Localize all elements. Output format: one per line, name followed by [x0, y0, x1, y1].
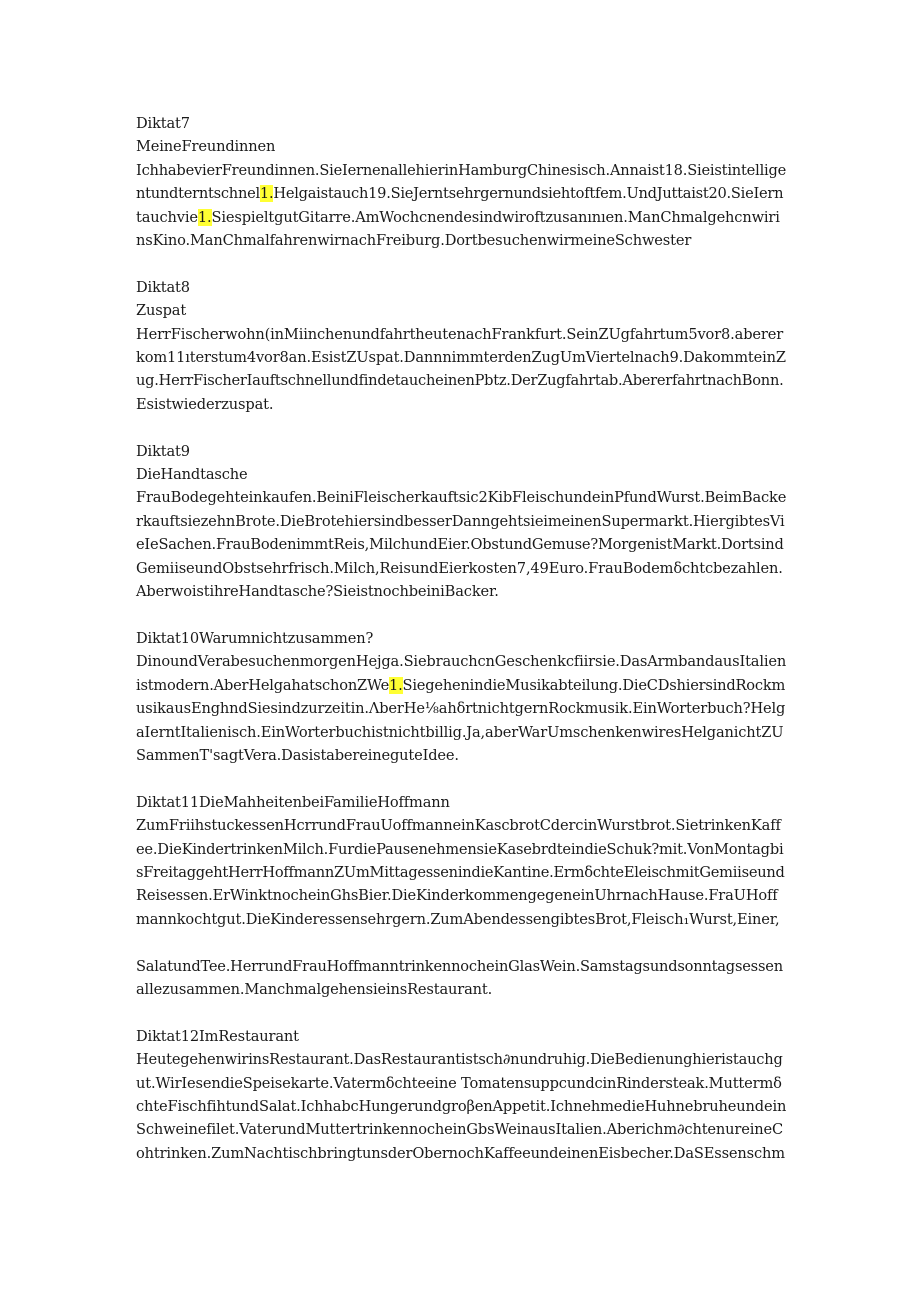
- text-line: ug.HerrFischerIauftschnellundfindetaucheinenPbtz.DerZugfahrtab.AbererfahrtnachBonn.: [136, 372, 784, 390]
- text-line: aIerntItalienisch.EinWorterbuchistnichtbillig.Ja,aberWarUmschenkenwiresHelganichtZU: [136, 723, 784, 741]
- text-line: sFreitaggehtHerrHoffmannZUmMittagessenindieKantine.ErmδchteEleischmitGemiiseund: [136, 863, 785, 881]
- section-title: DieHandtasche: [136, 466, 248, 484]
- section-heading: Diktat7: [136, 115, 190, 132]
- highlight-mark: 1.: [389, 676, 403, 694]
- text-line: chteFischfihtundSalat.IchhabcHungerundgroβenAppetit.IchnehmedieHuhnebruheundein: [136, 1097, 787, 1115]
- text-line: GemiiseundObstsehrfrisch.Milch,ReisundEierkosten7,49Euro.FrauBodemδchtcbezahlen.: [136, 559, 783, 577]
- section-diktat7: [136, 112, 786, 252]
- text-segment: istmodern.AberHelgahatschonZWe: [136, 676, 390, 694]
- text-line: ZumFriihstuckessenHcrrundFrauUoffmanneinKascbrotCdercinWurstbrot.SietrinkenKaff: [136, 817, 781, 835]
- text-line: [136, 182, 786, 205]
- text-line: usikausEnghndSiesindzurzeitin.ΛberHe⅛ahδrtnichtgernRockmusik.EinWorterbuch?Helg: [136, 700, 786, 718]
- section-heading: Diktat11DieMahheitenbeiFamilieHoffmann: [136, 793, 450, 811]
- section-heading: Diktat9: [136, 442, 190, 460]
- text-line: kom11ıterstum4vor8an.EsistZUspat.DannnimmterdenZugUmViertelnach9.DakommteinZ: [136, 349, 786, 367]
- text-line: Reisessen.ErWinktnocheinGhsBier.DieKinderkommengegeneinUhrnachHause.FraUHoff: [136, 887, 778, 905]
- text-line: mannkochtgut.DieKinderessensehrgern.ZumAbendessengibtesBrot,Fleisch₁Wurst,Einer,: [136, 910, 780, 928]
- highlight-mark: 1.: [197, 208, 212, 226]
- section-heading: Diktat12ImRestaurant: [136, 1027, 299, 1045]
- section-title: MeineFreundinnen: [136, 138, 276, 156]
- text-line: IchhabevierFreundinnen.SieIernenallehierinHamburgChinesisch.Annaist18.Sieistintellige: [136, 161, 787, 179]
- text-segment: SiespieltgutGitarre.AmWochcnendesindwiroftzusanınıen.ManChmalgehcnwiri: [211, 208, 780, 226]
- text-segment: ntundterntschnel: [136, 185, 260, 203]
- text-line: SalatundTee.HerrundFrauHoffmanntrinkennocheinGlasWein.Samstagsundsonntagsessen: [136, 957, 783, 975]
- section-heading: Diktat10Warumnichtzusammen?: [136, 629, 374, 647]
- text-segment: tauchvie: [136, 208, 198, 226]
- document-page: [136, 112, 786, 1189]
- text-line: eIeSachen.FrauBodenimmtReis,MilchundEier.ObstundGemuse?MorgenistMarkt.Dortsind: [136, 536, 784, 554]
- text-line: [136, 206, 786, 229]
- section-heading: Diktat8: [136, 278, 190, 296]
- section-diktat10: [136, 627, 786, 767]
- text-line: HerrFischerwohn(inMiinchenundfahrtheutenachFrankfurt.SeinZUgfahrtum5vor8.aberer: [136, 325, 784, 343]
- section-diktat11: [136, 791, 786, 1002]
- text-line: DinoundVerabesuchenmorgenHejga.SiebrauchcnGeschenkcfiirsie.DasArmbandausItalien: [136, 653, 787, 671]
- text-line: ee.DieKindertrinkenMilch.FurdiePausenehmensieKasebrdteindieSchuk?mit.VonMontagbi: [136, 840, 784, 858]
- text-line: SammenT'sagtVera.DasistabereineguteIdee.: [136, 746, 459, 764]
- section-diktat8: [136, 276, 786, 416]
- text-line: [136, 674, 786, 697]
- section-diktat12: [136, 1025, 786, 1165]
- text-line: HeutegehenwirinsRestaurant.DasRestaurantistsch∂nundruhig.DieBedienunghieristauchg: [136, 1051, 783, 1069]
- text-line: rkauftsiezehnBrote.DieBrotehiersindbesserDanngehtsieimeinenSupermarkt.HiergibtesVi: [136, 512, 785, 530]
- text-segment: Helgaistauch19.SieJerntsehrgernundsiehtoftfem.UndJuttaist20.SieIern: [273, 185, 784, 203]
- section-title: Zuspat: [136, 302, 187, 320]
- highlight-mark: 1.: [259, 185, 274, 203]
- text-line: allezusammen.ManchmalgehensieinsRestaurant.: [136, 980, 493, 998]
- section-diktat9: [136, 440, 786, 604]
- text-line: ut.WirIesendieSpeisekarte.Vatermδchteeine TomatensuppcundcinRindersteak.Muttermδ: [136, 1074, 782, 1092]
- text-line: Esistwiederzuspat.: [136, 395, 274, 413]
- text-line: Schweinefilet.VaterundMuttertrinkennocheinGbsWeinausItalien.Aberichm∂chtenureineC: [136, 1121, 783, 1139]
- text-segment: SiegehenindieMusikabteilung.DieCDshiersindRockm: [402, 676, 786, 694]
- text-line: AberwoistihreHandtasche?SieistnochbeiniBacker.: [136, 583, 499, 601]
- text-line: ohtrinken.ZumNachtischbringtunsderObernochKaffeeundeinenEisbecher.DaSEssenschm: [136, 1144, 785, 1162]
- text-line: nsKino.ManChmalfahrenwirnachFreiburg.DortbesuchenwirmeineSchwester: [136, 232, 692, 250]
- paragraph-gap: [136, 931, 786, 954]
- text-line: FrauBodegehteinkaufen.BeiniFleischerkauftsic2KibFleischundeinPfundWurst.BeimBacke: [136, 489, 787, 507]
